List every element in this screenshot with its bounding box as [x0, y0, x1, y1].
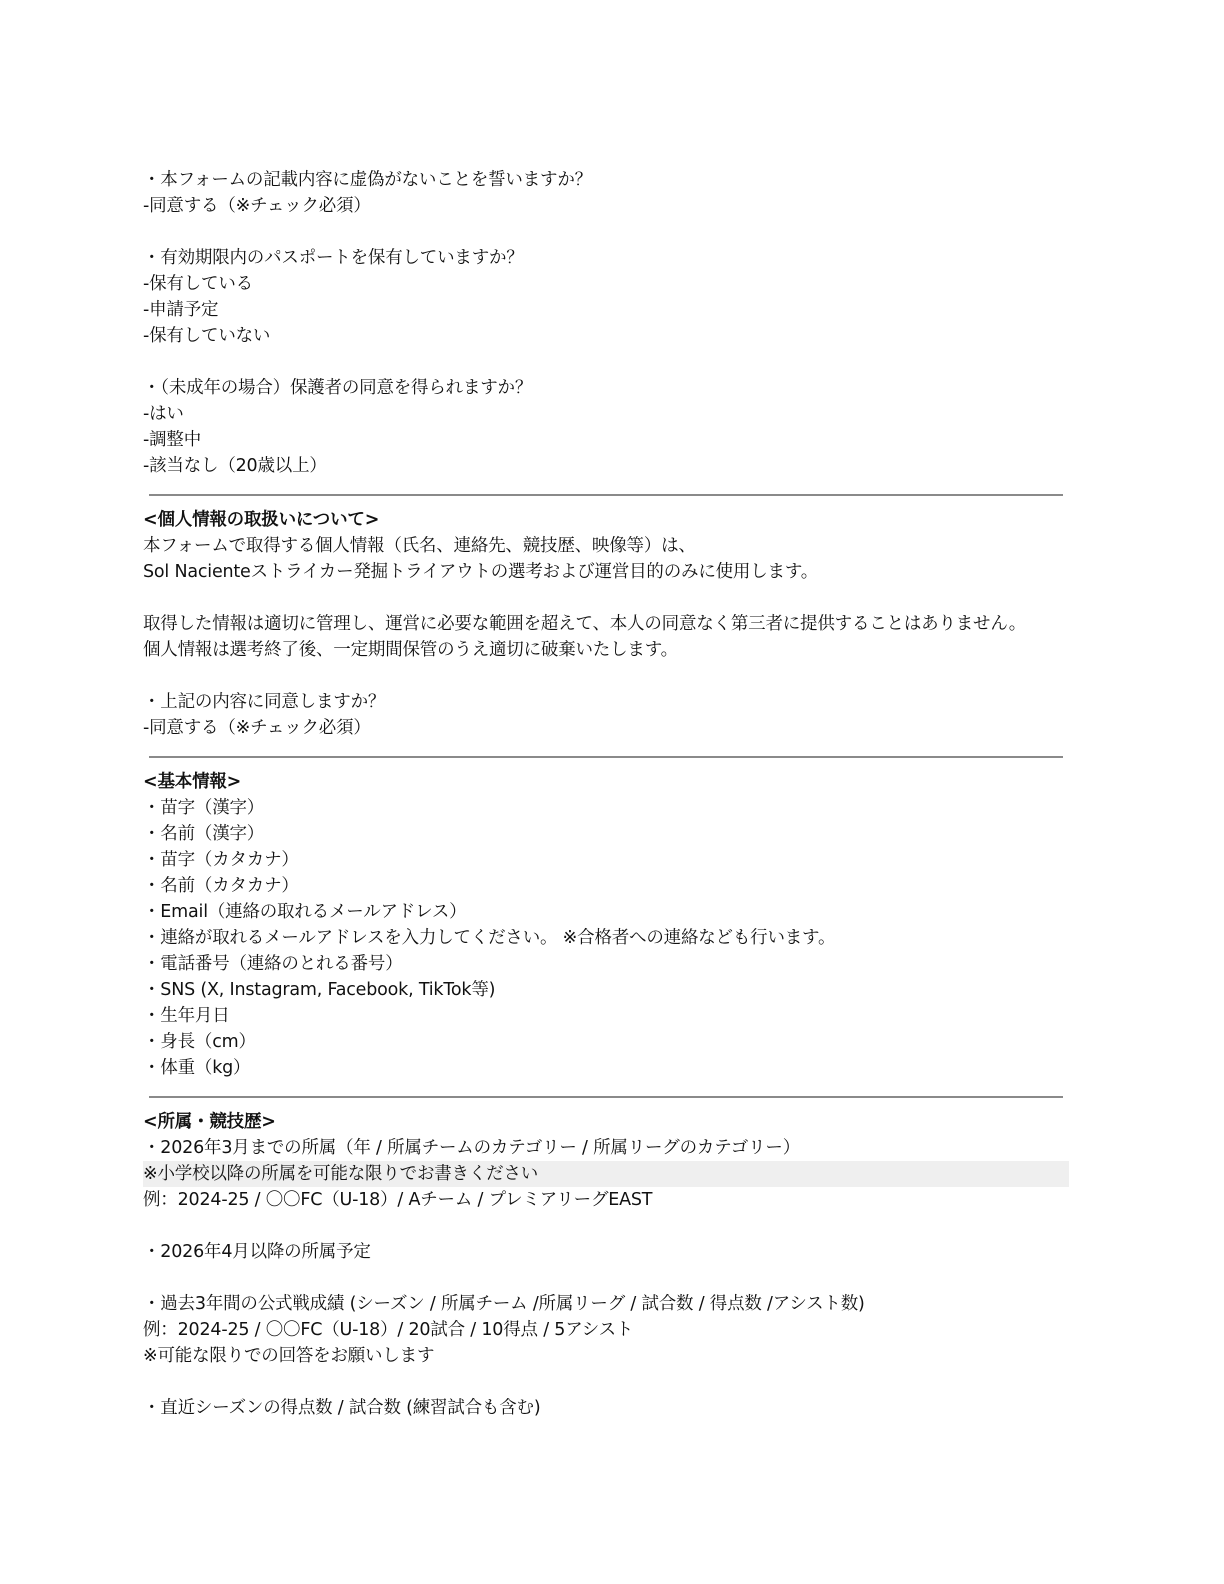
- career-section: [143, 1109, 1073, 1421]
- spacer: [143, 1265, 1073, 1291]
- privacy-heading: <個人情報の取扱いについて>: [143, 510, 380, 530]
- divider: [149, 1096, 1063, 1098]
- question-passport: ・有効期限内のパスポートを保有していますか？: [143, 248, 524, 268]
- spacer: [143, 663, 1073, 689]
- option-passport-none: -保有していない: [143, 326, 271, 346]
- privacy-paragraph-3: 取得した情報は適切に管理し、運営に必要な範囲を超えて、本人の同意なく第三者に提供することはありません。: [143, 614, 1026, 634]
- question-guardian-consent: ・（未成年の場合）保護者の同意を得られますか？: [143, 378, 533, 398]
- field-sns: ・SNS (X, Instagram, Facebook, TikTok等): [143, 980, 496, 1000]
- divider: [149, 494, 1063, 496]
- document-page: [143, 167, 1073, 1421]
- question-truthfulness: ・本フォームの記載内容に虚偽がないことを誓いますか？: [143, 170, 592, 190]
- record-example: 例：2024-25 / 〇〇FC（U-18）/ 20試合 / 10得点 / 5アシスト: [143, 1320, 634, 1340]
- option-guardian-adjusting: -調整中: [143, 430, 202, 450]
- spacer: [143, 1369, 1073, 1395]
- option-passport-planned: -申請予定: [143, 300, 219, 320]
- field-last-name-katakana: ・苗字（カタカナ）: [143, 850, 299, 870]
- field-first-name-kanji: ・名前（漢字）: [143, 824, 265, 844]
- career-heading: <所属・競技歴>: [143, 1112, 276, 1132]
- option-agree: -同意する（※チェック必須）: [143, 196, 371, 216]
- spacer: [143, 349, 1073, 375]
- field-weight: ・体重（kg）: [143, 1058, 251, 1078]
- privacy-paragraph-1: 本フォームで取得する個人情報（氏名、連絡先、競技歴、映像等）は、: [143, 536, 696, 556]
- field-email: ・Email（連絡の取れるメールアドレス）: [143, 902, 467, 922]
- option-guardian-yes: -はい: [143, 404, 184, 424]
- spacer: [143, 585, 1073, 611]
- question-privacy-agree: ・上記の内容に同意しますか？: [143, 692, 386, 712]
- basic-info-heading: <基本情報>: [143, 772, 242, 792]
- affiliation-note: ※小学校以降の所属を可能な限りでお書きください: [143, 1161, 1069, 1187]
- affiliation-example: 例：2024-25 / 〇〇FC（U-18）/ Aチーム / プレミアリーグEAST: [143, 1190, 653, 1210]
- spacer: [143, 219, 1073, 245]
- record-note: ※可能な限りでの回答をお願いします: [143, 1346, 435, 1366]
- privacy-paragraph-4: 個人情報は選考終了後、一定期間保管のうえ適切に破棄いたします。: [143, 640, 678, 660]
- privacy-section: [143, 507, 1073, 741]
- field-last-name-kanji: ・苗字（漢字）: [143, 798, 265, 818]
- field-recent-season-goals: ・直近シーズンの得点数 / 試合数 (練習試合も含む): [143, 1398, 541, 1418]
- field-first-name-katakana: ・名前（カタカナ）: [143, 876, 299, 896]
- field-phone: ・電話番号（連絡のとれる番号）: [143, 954, 403, 974]
- consent-section: [143, 167, 1073, 479]
- spacer: [143, 1213, 1073, 1239]
- basic-info-section: [143, 769, 1073, 1081]
- option-guardian-na: -該当なし（20歳以上）: [143, 456, 327, 476]
- field-affiliation-until-march: ・2026年3月までの所属（年 / 所属チームのカテゴリー / 所属リーグのカテゴリー）: [143, 1138, 801, 1158]
- field-height: ・身長（cm）: [143, 1032, 256, 1052]
- field-email-note: ・連絡が取れるメールアドレスを入力してください。 ※合格者への連絡なども行います。: [143, 928, 836, 948]
- option-privacy-agree: -同意する（※チェック必須）: [143, 718, 371, 738]
- field-affiliation-after-april: ・2026年4月以降の所属予定: [143, 1242, 371, 1262]
- privacy-paragraph-2: Sol Nacienteストライカー発掘トライアウトの選考および運営目的のみに使用します。: [143, 562, 819, 582]
- option-passport-have: -保有している: [143, 274, 253, 294]
- field-official-record: ・過去3年間の公式戦成績 (シーズン / 所属チーム /所属リーグ / 試合数 / 得点数 /アシスト数): [143, 1294, 865, 1314]
- field-birthdate: ・生年月日: [143, 1006, 230, 1026]
- divider: [149, 756, 1063, 758]
